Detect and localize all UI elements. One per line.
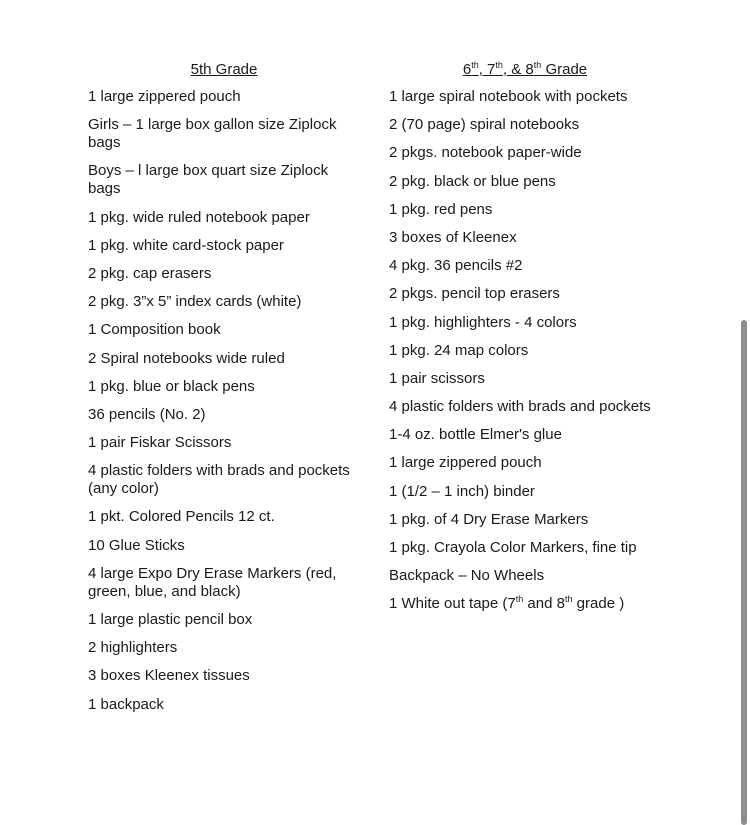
heading-part: , &: [502, 61, 526, 78]
heading-part: 6: [462, 61, 472, 78]
list-item: 4 large Expo Dry Erase Markers (red, green, blue, and black): [88, 564, 337, 600]
list-item: 1 pkg. of 4 Dry Erase Markers: [389, 510, 589, 528]
list-item: 2 pkg. 3”x 5” index cards (white): [88, 293, 302, 311]
middle-grades-heading: [389, 60, 661, 80]
heading-part: ,: [478, 61, 488, 78]
list-item: [389, 595, 689, 613]
vertical-scrollbar[interactable]: [740, 0, 750, 825]
list-item: 1 pkg. blue or black pens: [88, 377, 255, 395]
list-item: 2 pkg. black or blue pens: [389, 172, 556, 190]
list-item: 4 plastic folders with brads and pockets: [389, 398, 651, 416]
scrollbar-thumb[interactable]: [741, 320, 747, 825]
list-item: 1 backpack: [88, 695, 164, 713]
heading-part: 7: [487, 61, 496, 78]
list-item: 36 pencils (No. 2): [88, 405, 206, 423]
fifth-grade-heading: 5th Grade: [190, 61, 258, 78]
list-item: 2 pkgs. notebook paper-wide: [389, 144, 582, 162]
list-item: 4 pkg. 36 pencils #2: [389, 257, 523, 275]
middle-grades-list: [389, 88, 689, 613]
list-item: 2 pkg. cap erasers: [88, 264, 212, 282]
list-item: 2 pkgs. pencil top erasers: [389, 285, 560, 303]
list-item: 1 pkg. white card-stock paper: [88, 236, 284, 254]
list-item: Backpack – No Wheels: [389, 567, 545, 585]
list-item: 1 Composition book: [88, 321, 221, 339]
heading-superscript: th: [533, 60, 542, 70]
item-superscript: th: [515, 594, 524, 605]
list-item: 1 pkg. red pens: [389, 200, 493, 218]
list-item: Girls – 1 large box gallon size Ziplock bags: [88, 116, 337, 152]
list-item: 1 large plastic pencil box: [88, 611, 253, 628]
list-item: Boys – l large box quart size Ziplock bags: [88, 162, 329, 198]
list-item: 1 pkg. Crayola Color Markers, fine tip: [389, 539, 637, 556]
heading-part: 8: [525, 61, 534, 78]
fifth-grade-column: [88, 60, 360, 724]
item-text-part: 1 White out tape (7: [389, 595, 516, 613]
heading-superscript: th: [471, 60, 479, 70]
list-item: 1 large zippered pouch: [389, 454, 542, 472]
list-item: 1 (1/2 – 1 inch) binder: [389, 482, 535, 500]
list-item: 3 boxes of Kleenex: [389, 228, 517, 246]
item-text-part: and 8: [523, 595, 565, 613]
list-item: 1 pkg. wide ruled notebook paper: [88, 208, 310, 226]
item-text-part: grade ): [572, 595, 625, 613]
heading-superscript: th: [495, 60, 503, 70]
heading-part: Grade: [541, 61, 588, 78]
list-item: 2 Spiral notebooks wide ruled: [88, 349, 285, 367]
list-item: 1 pkg. highlighters - 4 colors: [389, 313, 577, 331]
list-item: 10 Glue Sticks: [88, 536, 185, 554]
list-item: 1 pair Fiskar Scissors: [88, 434, 232, 452]
list-item: 1 large zippered pouch: [88, 88, 241, 105]
list-item: 1 pair scissors: [389, 369, 485, 387]
fifth-grade-list: [88, 88, 360, 714]
item-superscript: th: [564, 594, 573, 605]
list-item: 1 pkg. 24 map colors: [389, 341, 529, 359]
list-item: 2 highlighters: [88, 639, 178, 657]
list-item: 2 (70 page) spiral notebooks: [389, 116, 580, 134]
list-item: 4 plastic folders with brads and pockets (any color): [88, 462, 350, 498]
list-item: 1-4 oz. bottle Elmer's glue: [389, 426, 562, 444]
list-item: 1 pkt. Colored Pencils 12 ct.: [88, 508, 275, 526]
middle-grades-column: [389, 60, 689, 624]
list-item: 3 boxes Kleenex tissues: [88, 667, 250, 685]
list-item: 1 large spiral notebook with pockets: [389, 88, 628, 105]
